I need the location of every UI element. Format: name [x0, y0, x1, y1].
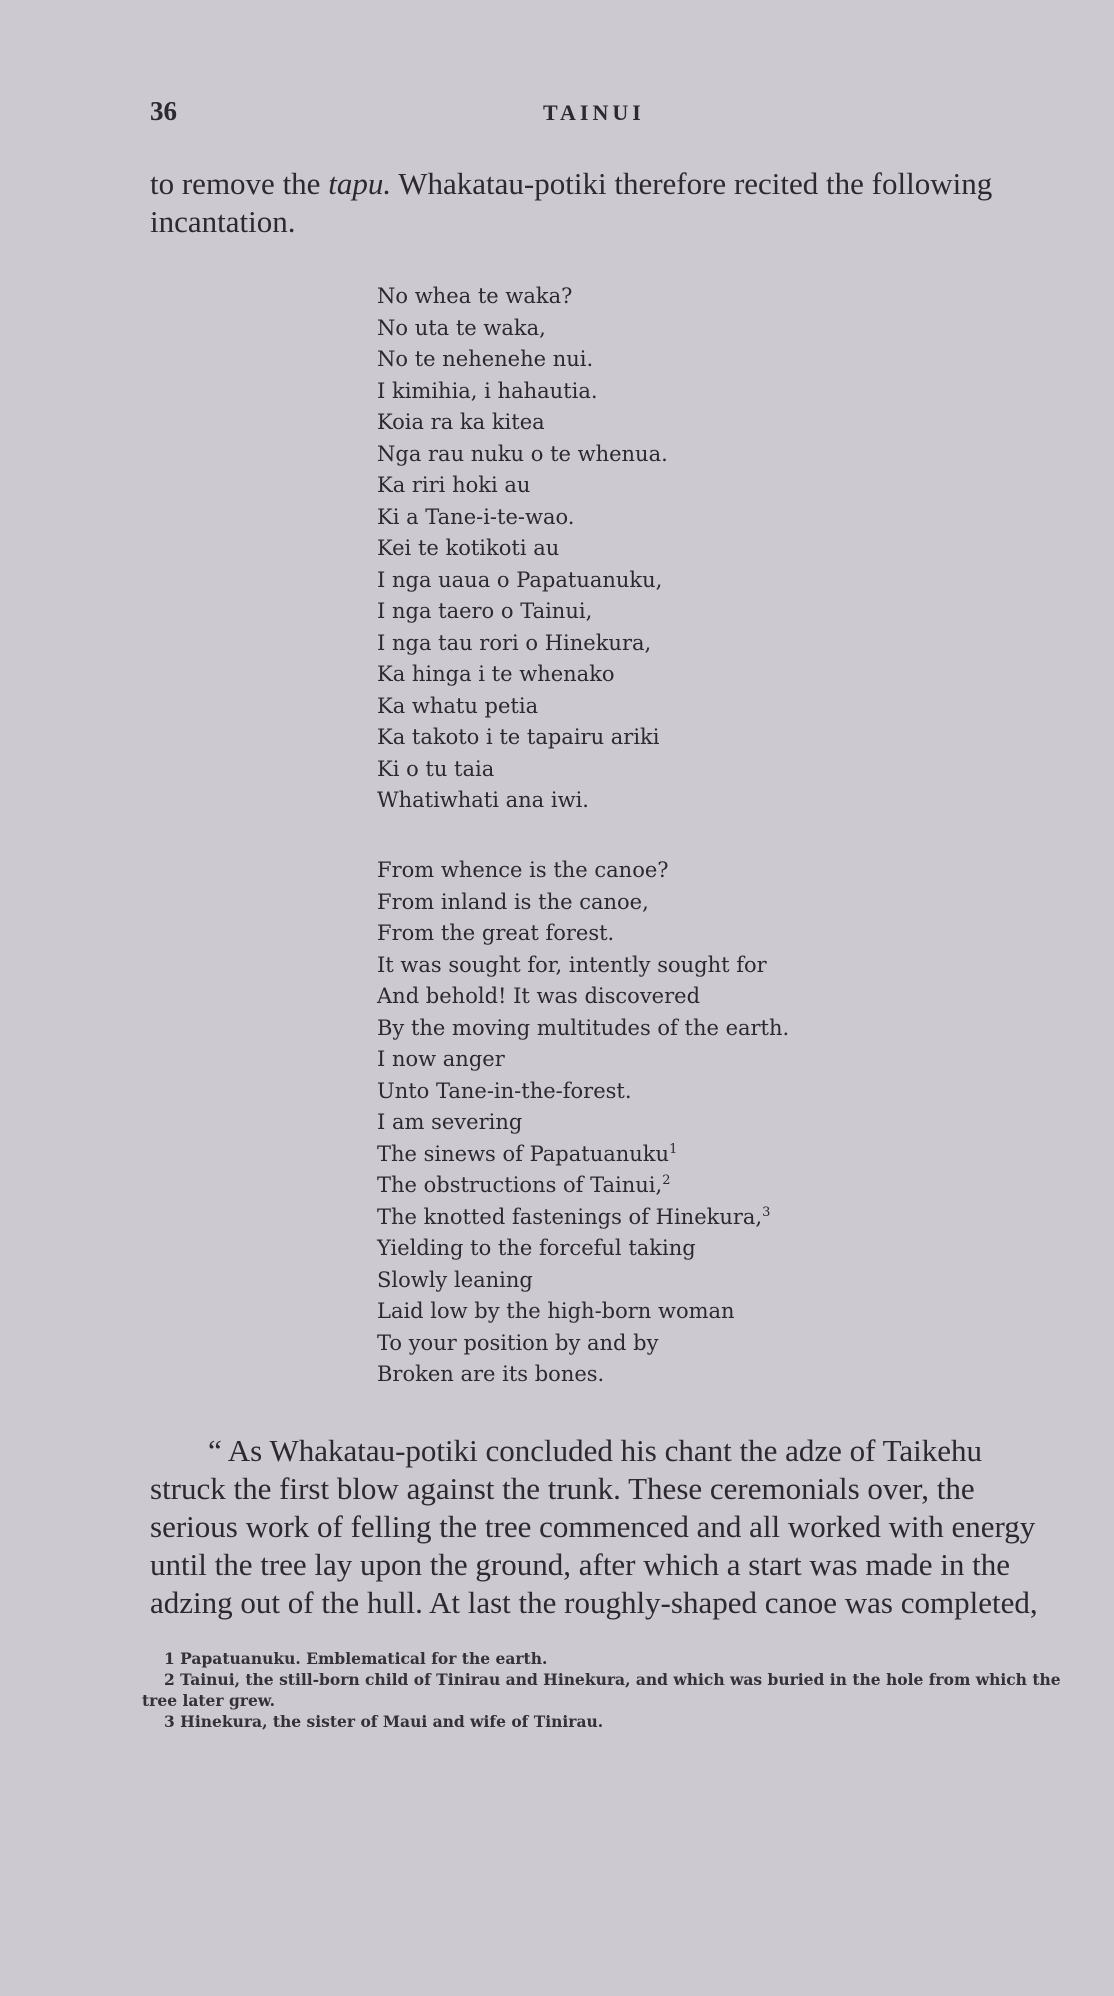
verse-line-text: The sinews of Papatuanuku: [377, 1141, 670, 1166]
verse-line-text: The knotted fastenings of Hinekura,: [377, 1204, 763, 1229]
verse-line: [377, 950, 789, 982]
verse-line-text: Yielding to the forceful taking: [377, 1236, 696, 1260]
maori-incantation: [377, 281, 668, 817]
verse-line-text: From whence is the canoe?: [377, 858, 669, 882]
intro-text-end: Whakatau-potiki therefore recited the following incantation.: [150, 166, 993, 239]
verse-line: Ka hinga i te whenako: [377, 662, 615, 686]
running-title: TAINUI: [543, 100, 645, 125]
intro-paragraph: [150, 165, 1062, 241]
verse-line: [377, 887, 789, 919]
verse-line: [377, 1359, 789, 1391]
verse-line: [377, 1328, 789, 1360]
footnotes: [142, 1648, 1062, 1732]
verse-line-text: From the great forest.: [377, 921, 615, 945]
verse-line: Koia ra ka kitea: [377, 410, 545, 434]
verse-line: Kei te kotikoti au: [377, 536, 560, 560]
verse-line-text: I now anger: [377, 1047, 505, 1071]
verse-line: I nga taero o Tainui,: [377, 599, 593, 623]
verse-line: Ka riri hoki au: [377, 473, 531, 497]
verse-line: [377, 1170, 789, 1202]
verse-line-text: Laid low by the high-born woman: [377, 1299, 735, 1323]
verse-line: Ka whatu petia: [377, 693, 539, 718]
verse-line-text: And behold! It was discovered: [377, 984, 701, 1008]
verse-line: [377, 1013, 789, 1045]
footnote-marker: 1: [669, 1141, 678, 1157]
verse-line: [377, 1296, 789, 1328]
verse-line: [377, 1139, 789, 1171]
verse-line-text: The obstructions of Tainui,: [377, 1173, 663, 1197]
verse-line: [377, 1044, 789, 1076]
verse-line: [377, 981, 789, 1013]
footnote-marker: 3: [762, 1204, 771, 1220]
verse-line: Nga rau nuku o te whenua.: [377, 441, 668, 466]
verse-line: [377, 1202, 789, 1234]
intro-text-start: to remove the: [150, 166, 329, 201]
english-translation: [377, 855, 789, 1391]
verse-line: [377, 918, 789, 950]
verse-line: [377, 1265, 789, 1297]
verse-line-text: By the moving multitudes of the earth.: [377, 1015, 790, 1040]
footnote: 2 Tainui, the still-born child of Tinirau and Hinekura, and which was buried in the hole from which the tree later grew.: [142, 1670, 1061, 1710]
verse-line: Ka takoto i te tapairu ariki: [377, 725, 660, 749]
footnote: 1 Papatuanuku. Emblematical for the earth.: [164, 1649, 548, 1668]
footnote-marker: 2: [662, 1173, 671, 1188]
verse-line: [377, 1076, 789, 1108]
verse-line: Ki o tu taia: [377, 756, 495, 781]
verse-line: I nga tau rori o Hinekura,: [377, 630, 652, 655]
verse-line: [377, 855, 789, 887]
closing-paragraph-text: “ As Whakatau-potiki concluded his chant the adze of Taikehu struck the first blow against the trunk. These ceremonials over, the serious work of felling the tree commenced and all worked with energy until the tree lay upon the ground, after which a start was made in the adzing out of the hull. At last the roughly-shaped canoe was completed,: [150, 1433, 1038, 1620]
verse-line: Whatiwhati ana iwi.: [377, 788, 589, 812]
verse-line: I nga uaua o Papatuanuku,: [377, 567, 663, 592]
verse-line-text: Broken are its bones.: [377, 1362, 605, 1386]
intro-italic-word: tapu.: [328, 166, 392, 201]
verse-line-text: Unto Tane-in-the-forest.: [377, 1078, 632, 1103]
verse-line-text: From inland is the canoe,: [377, 889, 649, 914]
verse-line: [377, 1107, 789, 1139]
verse-line: I kimihia, i hahautia.: [377, 378, 598, 403]
verse-line-text: I am severing: [377, 1110, 523, 1134]
verse-line: [377, 1233, 789, 1265]
verse-line: No whea te waka?: [377, 284, 573, 308]
verse-line-text: Slowly leaning: [377, 1267, 533, 1292]
verse-line-text: It was sought for, intently sought for: [377, 952, 767, 977]
page-number: 36: [150, 96, 177, 126]
verse-line: Ki a Tane-i-te-wao.: [377, 504, 575, 529]
verse-line-text: To your position by and by: [377, 1330, 659, 1355]
footnote: 3 Hinekura, the sister of Maui and wife of Tinirau.: [164, 1712, 604, 1731]
verse-line: No uta te waka,: [377, 315, 546, 340]
verse-line: No te nehenehe nui.: [377, 347, 594, 371]
closing-paragraph: [150, 1432, 1062, 1622]
